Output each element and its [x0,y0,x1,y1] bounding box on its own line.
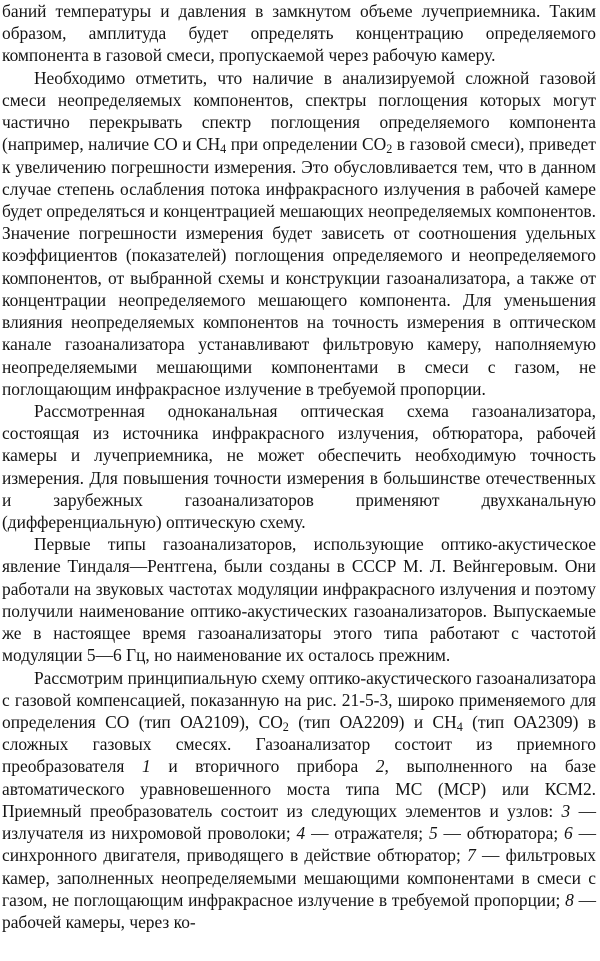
text-run: баний температуры и давления в замкнутом объеме лучеприемника. Таким образом, амплитуда будет определять концентрацию определяемого компонента в газовой смеси, пропускаемой через рабочую камеру. [2,1,596,66]
text-run: — отражателя; [305,823,429,844]
figure-ref-number: 8 [565,889,574,910]
text-run: , выполненного на базе автоматического уравновешенного моста типа МС (МСР) или КСМ2. Приемный преобразователь состоит из следующих элементов и узлов: [2,756,596,821]
subscript: 2 [282,720,289,735]
figure-ref-number: 5 [428,823,438,844]
text-run: — синхронного двигателя, приводящего в действие обтюратор; [2,823,596,866]
text-run: (тип ОА2209) и CH [288,712,457,732]
text-run: — фильтровых камер, заполненных неопределяемыми мешающими компонентами в смеси с газом, не поглощающим инфракрасное излучение в требуемой пропорции; [2,845,596,910]
text-run: Рассмотренная одноканальная оптическая схема газоанализатора, состоящая из источника инфракрасного излучения, обтюратора, рабочей камеры и лучеприемника, не может обеспечить необходимую точность измерения. Для повышения точности измерения в большинстве отечественных и зарубежных газоанализаторов применяют двухканальную (дифференциальную) оптическую схему. [2,400,596,533]
figure-ref-number: 6 [564,823,573,844]
text-run: — рабочей камеры, через ко- [2,889,596,932]
text-run: в газовой смеси), приведет к увеличению погрешности измерения. Это обусловливается тем, что в данном случае степень ослабления потока инфракрасного излучения в рабочей камере будет определяться и концентрацией мешающих неопределяемых компонентов. Значение погрешности измерения будет зависеть от соотношения удельных коэффициентов (показателей) поглощения определяемого и неопределяемого компонентов, от выбранной схемы и конструкции газоанализатора, а также от концентрации неопределяемого мешающего компонента. Для уменьшения влияния неопределяемых компонентов на точность измерения в оптическом канале газоанализатора устанавливают фильтровую камеру, наполняемую неопределяемыми мешающими компонентами в смеси с газом, не поглощающим инфракрасное излучение в требуемой пропорции. [2,134,596,399]
paragraph [2,400,596,533]
text-run: и вторичного прибора [150,756,376,777]
subscript: 4 [220,142,227,157]
paragraph [2,667,596,934]
text-run: при определении CO [226,134,387,155]
paragraph [2,67,596,400]
text-run: Рассмотрим принципиальную схему оптико-акустического газоанализатора с газовой компенсацией, показанную на рис. 21-5-3, широко применяемого для определения CO (тип ОА2109), CO [2,667,596,732]
figure-ref-number: 1 [142,756,151,777]
text-run: — обтюратора; [437,823,565,844]
subscript: 4 [456,720,463,735]
figure-ref-number: 4 [296,823,306,844]
paragraph [2,0,596,67]
figure-ref-number: 7 [467,845,476,866]
text-run: Необходимо отметить, что наличие в анализируемой сложной газовой смеси неопределяемых компонентов, спектры поглощения которых могут частично перекрывать спектр поглощения определяемого компонента (например, наличие CO и CH [2,67,596,155]
text-run: Первые типы газоанализаторов, использующие оптико-акустическое явление Тиндаля—Рентгена, были созданы в СССР М. Л. Вейнгеровым. Они работали на звуковых частотах модуляции инфракрасного излучения и поэтому получили наименование оптико-акустических газоанализаторов. Выпускаемые же в настоящее время газоанализаторы этого типа работают с частотой модуляции 5—6 Гц, но наименование их осталось прежним. [2,534,596,666]
document-page [2,0,596,933]
figure-ref-number: 2 [375,756,385,777]
text-run: — излучателя из нихромовой проволоки; [2,800,596,844]
text-run: (тип ОА2309) в сложных газовых смесях. Газоанализатор состоит из приемного преобразователя [2,712,596,777]
subscript: 2 [386,142,393,157]
figure-ref-number: 3 [561,800,571,821]
paragraph [2,533,596,666]
